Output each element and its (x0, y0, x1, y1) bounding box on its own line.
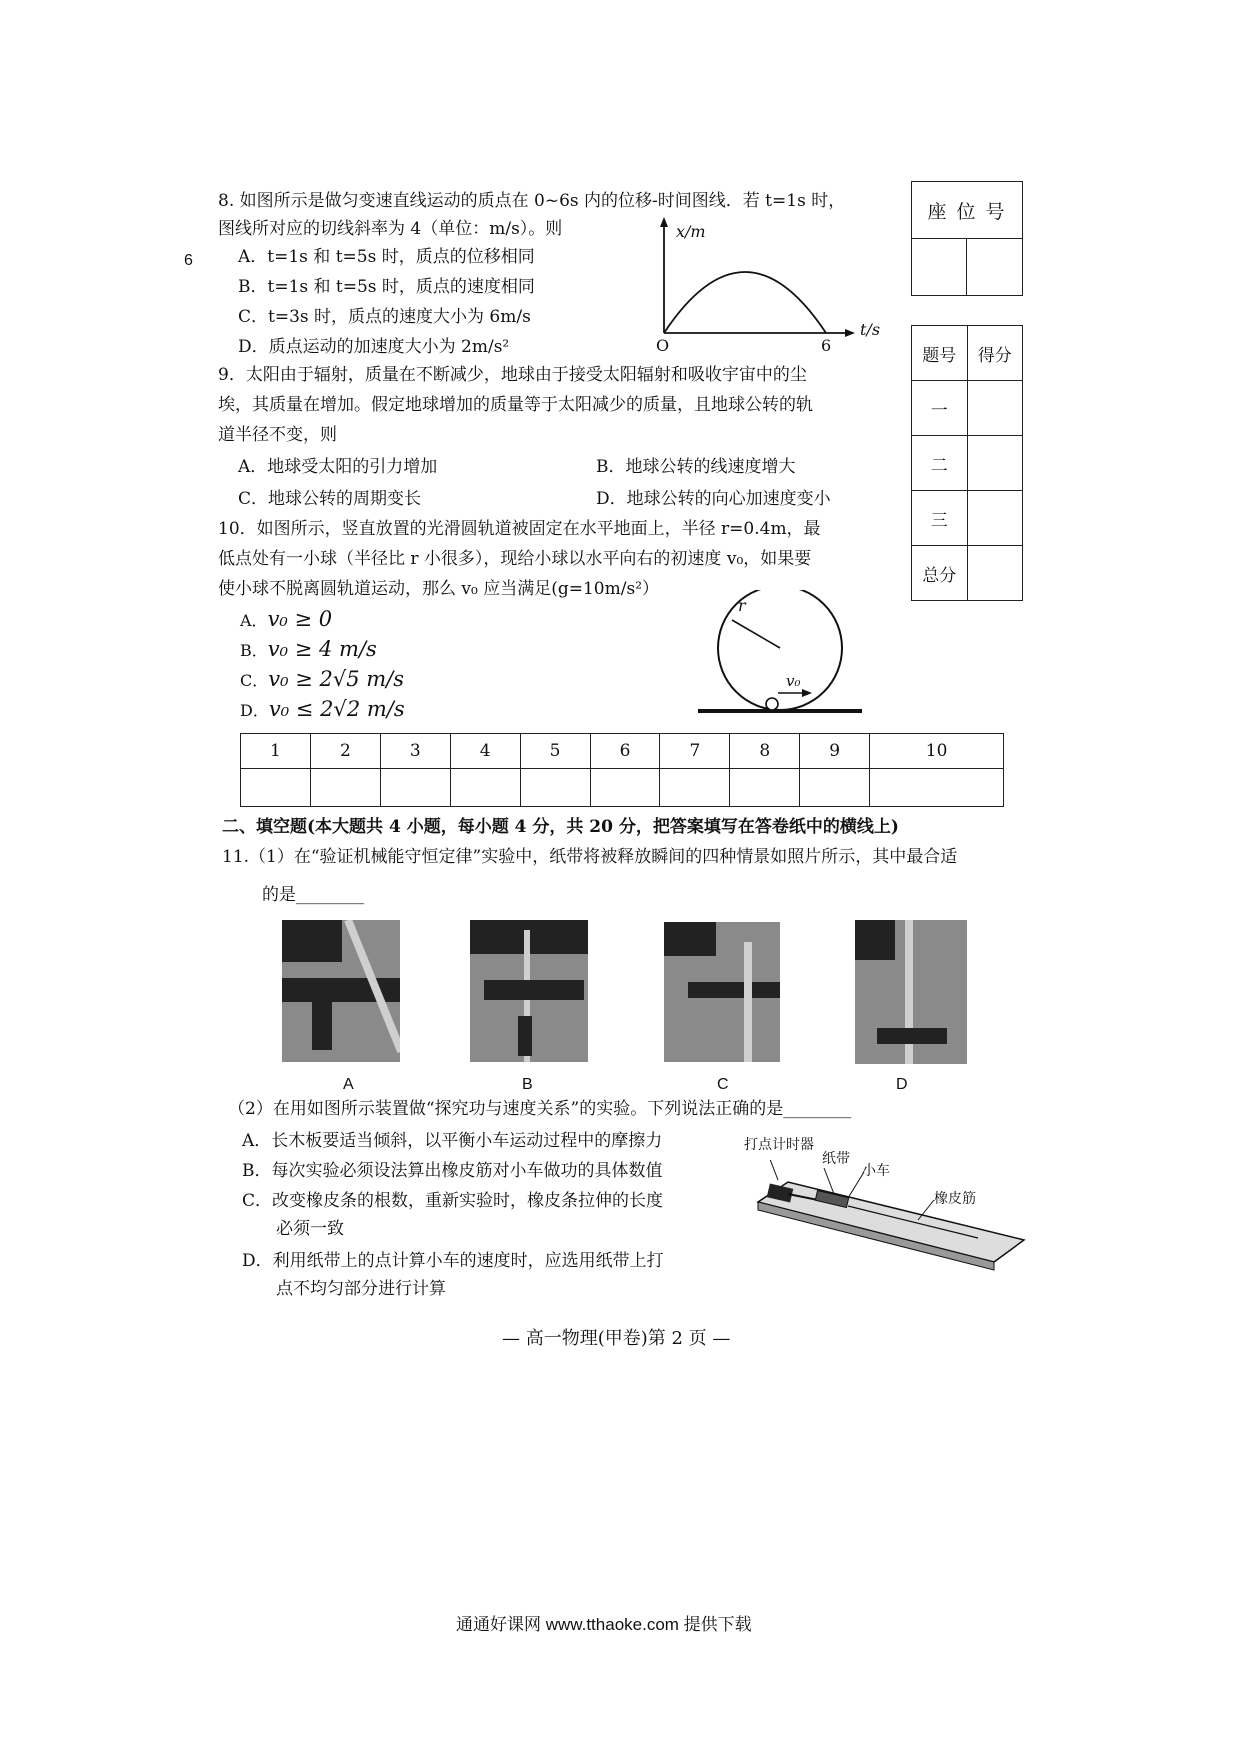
q10-stem-line2: 低点处有一小球（半径比 r 小很多），现给小球以水平向右的初速度 v₀，如果要 (218, 549, 812, 569)
answer-cell[interactable] (590, 769, 660, 807)
answer-header: 3 (380, 734, 450, 769)
q8-option-d: D．质点运动的加速度大小为 2m/s² (238, 337, 510, 357)
answer-table (240, 733, 1004, 807)
q10-fig-velocity-label: v₀ (786, 672, 801, 690)
answer-cell[interactable] (450, 769, 520, 807)
q9-stem-line1: 9．太阳由于辐射，质量在不断减少，地球由于接受太阳辐射和吸收宇宙中的尘 (218, 365, 807, 385)
q8-graph-xtick: 6 (821, 336, 832, 355)
answer-cell[interactable] (800, 769, 870, 807)
q10-option-d-expr: v₀ ≤ 2√2 m/s (268, 697, 405, 721)
q11-part2-option-c-line2: 必须一致 (276, 1219, 344, 1239)
score-row-label: 三 (912, 491, 968, 546)
q11-photo-c (664, 922, 780, 1062)
q9-stem-line3: 道半径不变，则 (218, 425, 337, 445)
q11-part2-option-c-line1: C．改变橡皮条的根数，重新实验时，橡皮条拉伸的长度 (242, 1191, 664, 1211)
q8-option-c: C．t=3s 时，质点的速度大小为 6m/s (238, 307, 531, 327)
q10-option-d-label: D． (240, 701, 269, 720)
score-cell[interactable] (967, 436, 1023, 491)
q11-apparatus-band-label: 橡皮筋 (934, 1191, 976, 1207)
answer-header: 2 (310, 734, 380, 769)
q11-part1-line1: 11.（1）在“验证机械能守恒定律”实验中，纸带将被释放瞬间的四种情景如照片所示，其中最合适 (222, 847, 958, 867)
score-row-label: 总分 (912, 546, 968, 601)
q11-part2-option-d-line1: D．利用纸带上的点计算小车的速度时，应选用纸带上打 (242, 1251, 664, 1271)
q11-photo-label-d: D (896, 1076, 908, 1093)
score-cell[interactable] (967, 491, 1023, 546)
seat-table-header: 座 位 号 (912, 182, 1023, 239)
q11-apparatus-timer-label: 打点计时器 (744, 1137, 814, 1153)
answer-header: 10 (870, 734, 1004, 769)
q8-graph-ylabel: x/m (676, 222, 706, 241)
q10-option-b (240, 638, 377, 662)
page-footer: — 高一物理(甲卷)第 2 页 — (502, 1328, 731, 1349)
q10-option-a-expr: v₀ ≥ 0 (267, 607, 333, 631)
q9-option-a: A．地球受太阳的引力增加 (238, 457, 438, 477)
q11-photo-label-c: C (717, 1076, 729, 1093)
q8-graph-origin: O (656, 336, 670, 355)
q10-option-a (240, 608, 332, 632)
score-col-header-score: 得分 (967, 326, 1023, 381)
score-table (911, 325, 1023, 601)
q8-option-a: A．t=1s 和 t=5s 时，质点的位移相同 (238, 247, 535, 267)
score-cell[interactable] (967, 381, 1023, 436)
score-row-label: 二 (912, 436, 968, 491)
q11-part2-stem: （2）在用如图所示装置做“探究功与速度关系”的实验。下列说法正确的是________ (228, 1099, 852, 1119)
answer-header: 4 (450, 734, 520, 769)
answer-cell[interactable] (730, 769, 800, 807)
answer-header: 7 (660, 734, 730, 769)
q9-option-c: C．地球公转的周期变长 (238, 489, 422, 509)
q11-part2-option-b: B．每次实验必须设法算出橡皮筋对小车做功的具体数值 (242, 1161, 663, 1181)
answer-cell[interactable] (520, 769, 590, 807)
answer-cell[interactable] (660, 769, 730, 807)
q8-stem-line1: 8. 如图所示是做匀变速直线运动的质点在 0~6s 内的位移-时间图线．若 t=1s 时， (218, 191, 846, 211)
q11-apparatus-cart-label: 小车 (862, 1163, 890, 1179)
q10-stem-line3: 使小球不脱离圆轨道运动，那么 v₀ 应当满足(g=10m/s²） (218, 579, 660, 599)
answer-cell[interactable] (310, 769, 380, 807)
q11-part2-option-a: A．长木板要适当倾斜，以平衡小车运动过程中的摩擦力 (242, 1131, 663, 1151)
q11-apparatus-tape-label: 纸带 (822, 1151, 850, 1167)
q11-part1-line2: 的是________ (262, 885, 364, 905)
q10-circular-track-figure (690, 590, 870, 720)
section2-title: 二、填空题(本大题共 4 小题，每小题 4 分，共 20 分，把答案填写在答卷纸中的横线上) (222, 817, 899, 837)
score-row-label: 一 (912, 381, 968, 436)
q10-option-d (240, 698, 405, 722)
answer-cell[interactable] (870, 769, 1004, 807)
seat-cell-1[interactable] (912, 239, 967, 296)
q11-part2-option-d-line2: 点不均匀部分进行计算 (276, 1279, 446, 1299)
q8-option-b: B．t=1s 和 t=5s 时，质点的速度相同 (238, 277, 535, 297)
q8-graph-xlabel: t/s (860, 320, 881, 339)
answer-header: 1 (241, 734, 311, 769)
seat-number-table (911, 181, 1023, 296)
score-col-header-question: 题号 (912, 326, 968, 381)
q10-option-a-label: A． (240, 611, 268, 630)
q9-option-b: B．地球公转的线速度增大 (596, 457, 796, 477)
answer-cell[interactable] (241, 769, 311, 807)
answer-cell[interactable] (380, 769, 450, 807)
q10-option-b-expr: v₀ ≥ 4 m/s (267, 637, 377, 661)
q11-photo-label-a: A (343, 1076, 354, 1093)
q10-stem-line1: 10．如图所示，竖直放置的光滑圆轨道被固定在水平地面上，半径 r=0.4m，最 (218, 519, 821, 539)
site-footer: 通通好课网 www.tthaoke.com 提供下载 (456, 1615, 752, 1634)
q11-photo-b (470, 920, 588, 1062)
q11-photo-d (855, 920, 967, 1064)
seat-cell-2[interactable] (967, 239, 1023, 296)
answer-header: 6 (590, 734, 660, 769)
q11-photo-label-b: B (522, 1076, 533, 1093)
q9-option-d: D．地球公转的向心加速度变小 (596, 489, 831, 509)
q9-stem-line2: 埃，其质量在增加。假定地球增加的质量等于太阳减少的质量，且地球公转的轨 (218, 395, 813, 415)
q8-stem-line2: 图线所对应的切线斜率为 4（单位：m/s）。则 (218, 219, 563, 239)
q10-option-b-label: B． (240, 641, 268, 660)
score-cell[interactable] (967, 546, 1023, 601)
answer-header: 9 (800, 734, 870, 769)
answer-header: 5 (520, 734, 590, 769)
answer-header: 8 (730, 734, 800, 769)
side-mark: 6 (184, 252, 193, 269)
q10-option-c (240, 668, 404, 692)
q10-option-c-expr: v₀ ≥ 2√5 m/s (268, 667, 405, 691)
q10-fig-radius-label: r (738, 596, 746, 615)
q10-option-c-label: C． (240, 671, 269, 690)
q11-photo-a (282, 920, 400, 1062)
